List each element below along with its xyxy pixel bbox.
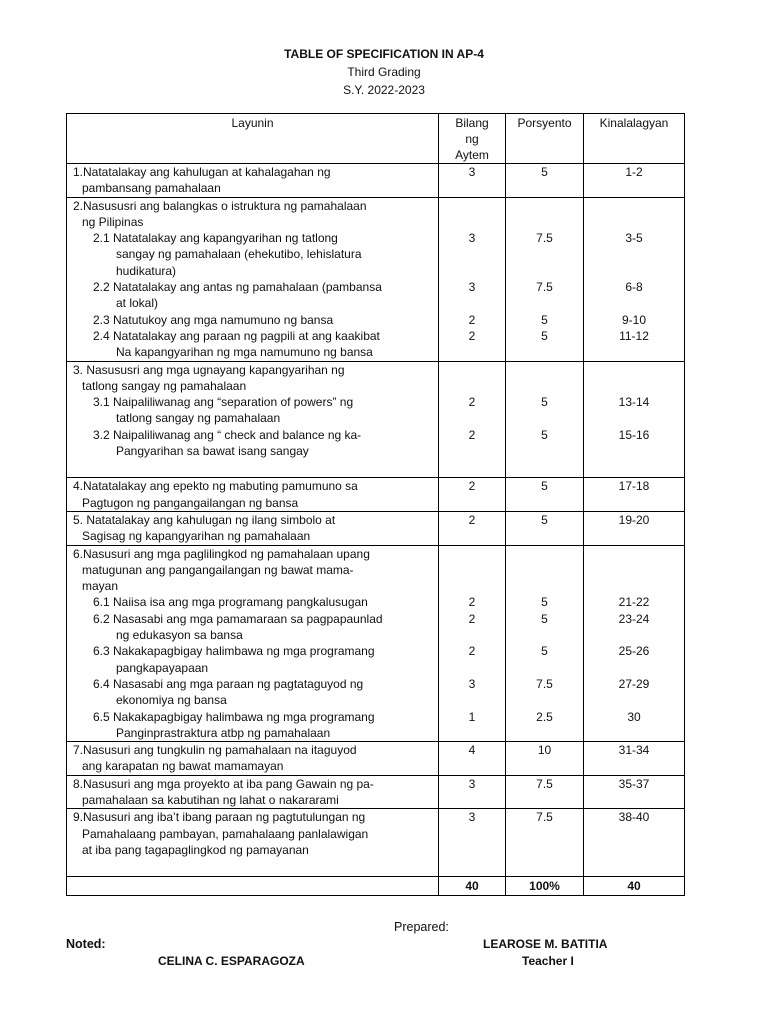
placement-value [584,180,684,196]
percentage-value: 5 [541,595,548,610]
item-count-value: 2 [468,328,476,343]
placement-value [584,246,684,262]
placement-value [584,528,684,544]
placement-cell [584,545,685,742]
placement-value: 19-20 [618,512,650,527]
document-title: TABLE OF SPECIFICATION IN AP-4 [284,47,484,61]
noted-label: Noted: [66,937,106,951]
item-count-cell [439,511,506,545]
objective-cell [67,545,439,742]
prepared-by-name: LEAROSE M. BATITIA [483,937,608,951]
objective-line: 2.4 Natatalakay ang paraan ng pagpili at ang kaakibat [93,328,380,343]
objective-cell [67,197,439,361]
percentage-cell [506,809,584,877]
item-count-value [439,528,505,544]
objective-line: pangkapayapaan [116,660,209,675]
objective-line: 8.Nasusuri ang mga proyekto at iba pang Gawain ng pa- [73,776,374,791]
objective-line: ng edukasyon sa bansa [116,628,243,643]
objective-line: 2.3 Natutukoy ang mga namumuno ng bansa [93,312,334,327]
objective-line: 6.5 Nakakapagbigay halimbawa ng mga programang [93,709,375,724]
percentage-value [506,842,583,858]
placement-value [584,758,684,774]
objective-line: Sagisag ng kapangyarihan ng pamahalaan [82,529,311,544]
objective-line: 3.1 Naipaliliwanag ang “separation of powers” ng [93,395,354,410]
objective-cell [67,775,439,809]
percentage-value: 7.5 [536,776,553,791]
item-count-cell [439,545,506,742]
percentage-value [506,263,583,279]
percentage-value: 5 [541,611,548,626]
item-count-value: 4 [468,743,476,758]
total-label-cell [67,877,439,896]
objective-line: mayan [82,579,119,594]
document-header [0,45,768,99]
item-count-value: 3 [468,776,476,791]
item-count-cell [439,197,506,361]
item-count-value [439,443,505,459]
placement-value [584,362,684,378]
objective-line: pamahalaan sa kabutihan ng lahat o nakararami [82,792,339,807]
placement-cell [584,164,685,198]
percentage-value [506,180,583,196]
percentage-value [506,378,583,394]
item-count-value [439,842,505,858]
objective-line: ang karapatan ng bawat mamamayan [82,759,284,774]
item-count-value: 3 [468,810,476,825]
item-count-value: 3 [468,231,476,246]
item-count-value [439,214,505,230]
item-count-value [439,725,505,741]
placement-value: 23-24 [618,611,650,626]
percentage-value: 5 [541,512,548,527]
item-count-value: 2 [468,512,476,527]
item-count-value [439,295,505,311]
table-row [67,742,685,776]
percentage-value: 10 [537,743,552,758]
percentage-value [506,214,583,230]
objective-line: Pagtugon ng pangangailangan ng bansa [82,495,299,510]
item-count-value: 2 [468,479,476,494]
item-count-value [439,562,505,578]
total-kinalalagyan: 40 [584,877,685,896]
item-count-value [439,246,505,262]
placement-value [584,792,684,808]
percentage-value [506,692,583,708]
placement-value [584,443,684,459]
objective-line: 6.2 Nasasabi ang mga pamamaraan sa pagpapaunlad [93,611,383,626]
objective-line: 6.1 Naiisa isa ang mga programang pangkalusugan [93,595,368,610]
percentage-value: 5 [541,328,548,343]
percentage-value [506,246,583,262]
item-count-value [439,692,505,708]
placement-value: 27-29 [618,676,650,691]
table-header-row [67,114,685,164]
item-count-value: 2 [468,427,476,442]
placement-value: 13-14 [618,395,650,410]
specification-table [66,113,685,896]
table-row [67,511,685,545]
objective-line: Pamahalaang pambayan, pamahalaang panlalawigan [82,826,369,841]
item-count-cell [439,742,506,776]
placement-value [584,546,684,562]
item-count-value [439,627,505,643]
grading-period: Third Grading [347,65,421,79]
item-count-cell [439,164,506,198]
placement-value [584,562,684,578]
percentage-cell [506,545,584,742]
item-count-value [439,263,505,279]
percentage-value [506,562,583,578]
objective-line: 9.Nasusuri ang iba’t ibang paraan ng pagtutulungan ng [73,810,366,825]
objective-cell [67,361,439,478]
objective-line: 5. Natatalakay ang kahulugan ng ilang simbolo at [73,512,336,527]
placement-value [584,660,684,676]
placement-value: 30 [627,709,641,724]
placement-value [584,495,684,511]
placement-cell [584,197,685,361]
objective-line: tatlong sangay ng pamahalaan [82,378,247,393]
column-header-layunin: Layunin [67,114,439,164]
placement-value: 25-26 [618,644,650,659]
percentage-value [506,546,583,562]
percentage-value [506,198,583,214]
percentage-cell [506,478,584,512]
item-count-value: 3 [468,165,476,179]
placement-value [584,842,684,858]
percentage-value [506,627,583,643]
placement-cell [584,361,685,478]
percentage-value: 7.5 [536,231,553,246]
percentage-cell [506,361,584,478]
objective-line: 4.Natatalakay ang epekto ng mabuting pamumuno sa [73,479,358,494]
percentage-cell [506,197,584,361]
percentage-value: 2.5 [536,709,553,724]
table-row [67,361,685,478]
objective-line: 6.3 Nakakapagbigay halimbawa ng mga programang [93,644,375,659]
placement-value [584,214,684,230]
objective-line: Pangyarihan sa bawat isang sangay [116,444,309,459]
table-row [67,775,685,809]
placement-value: 31-34 [618,743,650,758]
placement-value [584,344,684,360]
item-count-value: 2 [468,611,476,626]
percentage-value: 5 [541,644,548,659]
placement-value [584,263,684,279]
column-header-kinalalagyan: Kinalalagyan [584,114,685,164]
percentage-value [506,495,583,511]
placement-cell [584,775,685,809]
item-count-cell [439,361,506,478]
placement-value [584,826,684,842]
item-count-value: 3 [468,280,476,295]
objective-line: 7.Nasusuri ang tungkulin ng pamahalaan na itaguyod [73,743,357,758]
item-count-value: 2 [468,395,476,410]
objective-line: 3. Nasususri ang mga ugnayang kapangyarihan ng [73,362,345,377]
percentage-value [506,660,583,676]
objective-cell [67,478,439,512]
placement-value [584,198,684,214]
percentage-value: 7.5 [536,810,553,825]
percentage-value: 5 [541,427,548,442]
objective-cell [67,511,439,545]
objective-line: tatlong sangay ng pamahalaan [116,411,281,426]
percentage-value [506,344,583,360]
item-count-value: 2 [468,312,476,327]
placement-cell [584,742,685,776]
percentage-value: 7.5 [536,280,553,295]
item-count-value [439,495,505,511]
placement-value [584,627,684,643]
placement-value [584,295,684,311]
percentage-value [506,758,583,774]
placement-cell [584,478,685,512]
table-row [67,197,685,361]
placement-cell [584,511,685,545]
percentage-value [506,362,583,378]
placement-value [584,578,684,594]
objective-line: 2.Nasususri ang balangkas o istruktura ng pamahalaan [73,198,367,213]
percentage-value [506,826,583,842]
table-body [67,164,685,877]
percentage-value [506,443,583,459]
objective-line: Panginprastraktura atbp ng pamahalaan [116,725,331,740]
objective-line: 3.2 Naipaliliwanag ang “ check and balance ng ka- [93,427,362,442]
percentage-value: 7.5 [536,676,553,691]
school-year: S.Y. 2022-2023 [343,83,425,97]
percentage-cell [506,775,584,809]
item-count-value [439,792,505,808]
objective-cell [67,742,439,776]
noted-by-name: CELINA C. ESPARAGOZA [158,954,305,968]
percentage-value [506,725,583,741]
objective-line: 1.Natatalakay ang kahulugan at kahalagahan ng [73,165,331,179]
item-count-value [439,344,505,360]
objective-line: matugunan ang pangangailangan ng bawat mama- [82,562,354,577]
total-bilang: 40 [439,877,506,896]
total-row [67,877,685,896]
objective-line: Na kapangyarihan ng mga namumuno ng bansa [116,345,373,360]
objective-line: at lokal) [116,296,159,311]
objective-line: sangay ng pamahalaan (ehekutibo, lehislatura [116,247,362,262]
item-count-value: 1 [468,709,476,724]
prepared-label: Prepared: [394,920,449,934]
percentage-value [506,528,583,544]
item-count-value: 2 [468,644,476,659]
placement-value: 11-12 [619,328,649,343]
placement-value: 6-8 [625,280,643,295]
item-count-value: 3 [468,676,476,691]
item-count-value [439,410,505,426]
objective-line: ekonomiya ng bansa [116,693,227,708]
placement-value: 35-37 [618,776,650,791]
placement-value: 9-10 [621,312,647,327]
placement-value [584,692,684,708]
placement-value [584,378,684,394]
column-header-porsyento: Porsyento [506,114,584,164]
item-count-value: 2 [468,595,476,610]
percentage-value [506,410,583,426]
objective-line: 6.4 Nasasabi ang mga paraan ng pagtataguyod ng [93,676,364,691]
objective-line: 2.2 Natatalakay ang antas ng pamahalaan (pambansa [93,280,382,295]
total-porsyento: 100% [506,877,584,896]
objective-line: 2.1 Natatalakay ang kapangyarihan ng tatlong [93,231,338,246]
objective-line: hudikatura) [116,263,177,278]
item-count-value [439,578,505,594]
objective-line: 6.Nasusuri ang mga paglilingkod ng pamahalaan upang [73,546,370,561]
placement-value [584,410,684,426]
placement-value: 21-22 [618,595,650,610]
placement-value: 38-40 [618,810,650,825]
objective-cell [67,164,439,198]
item-count-value [439,198,505,214]
item-count-value [439,758,505,774]
item-count-value [439,660,505,676]
placement-cell [584,809,685,877]
percentage-cell [506,511,584,545]
placement-value: 15-16 [618,427,650,442]
column-header-bilang: Bilang ng Aytem [439,114,506,164]
table-row [67,164,685,198]
item-count-cell [439,809,506,877]
item-count-cell [439,478,506,512]
objective-cell [67,809,439,877]
item-count-value [439,546,505,562]
placement-value: 1-2 [625,165,643,179]
item-count-value [439,826,505,842]
percentage-value: 5 [541,165,548,179]
objective-line: ng Pilipinas [82,214,144,229]
item-count-cell [439,775,506,809]
percentage-value: 5 [541,312,548,327]
table-row [67,478,685,512]
percentage-value [506,578,583,594]
item-count-value [439,180,505,196]
table-row [67,809,685,877]
placement-value: 3-5 [625,231,643,246]
prepared-by-role: Teacher I [522,954,574,968]
placement-value [584,725,684,741]
percentage-value [506,295,583,311]
item-count-value [439,362,505,378]
percentage-value: 5 [541,479,548,494]
placement-value: 17-18 [618,479,650,494]
percentage-cell [506,742,584,776]
percentage-value: 5 [541,395,548,410]
objective-line: pambansang pamahalaan [82,181,221,196]
table-row [67,545,685,742]
percentage-cell [506,164,584,198]
objective-line: at iba pang tagapaglingkod ng pamayanan [82,842,309,857]
item-count-value [439,378,505,394]
percentage-value [506,792,583,808]
